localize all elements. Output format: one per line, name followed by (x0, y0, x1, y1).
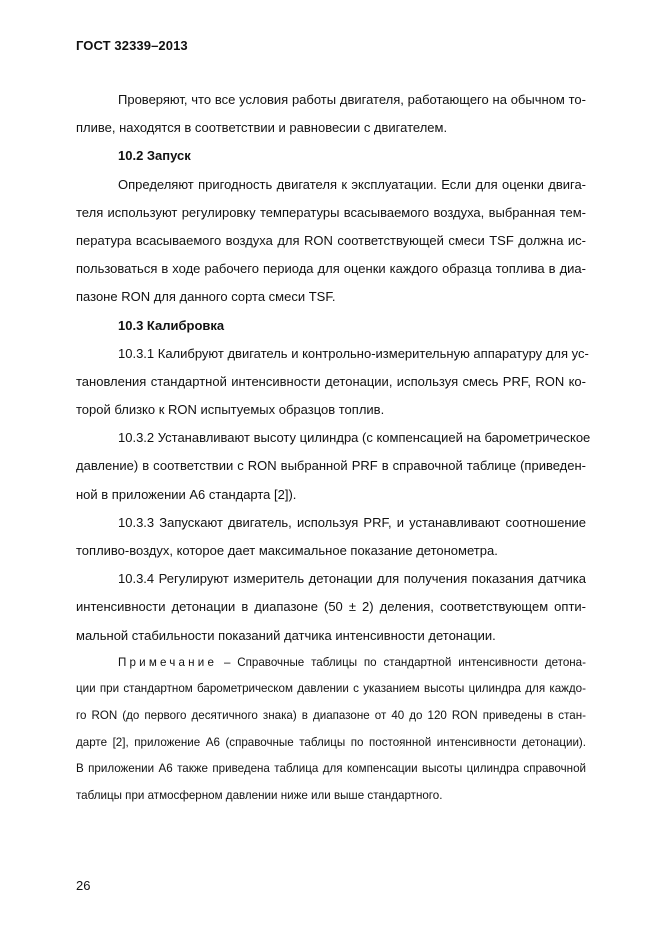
text-line: мальной стабильности показаний датчика интенсивности детонации. (76, 627, 496, 643)
text-line: торой близко к RON испытуемых образцов топлив. (76, 402, 385, 418)
text-line: 10.3.1 Калибруют двигатель и контрольно-измерительную аппаратуру для ус- (118, 345, 589, 361)
text-line: теля используют регулировку температуры всасываемого воздуха, выбранная тем- (76, 204, 586, 220)
standard-header: ГОСТ 32339–2013 (76, 38, 188, 53)
paragraph-10-3-4 (76, 565, 586, 650)
text-line: пользоваться в ходе рабочего периода для оценки каждого образца топлива в диа- (76, 261, 586, 277)
text-line: го RON (до первого десятичного знака) в диапазоне от 40 до 120 RON приведены в стан- (76, 708, 586, 722)
text-line: В приложении А6 также приведена таблица для компенсации высоты цилиндра справочной (76, 762, 586, 776)
note-first-line (76, 650, 586, 677)
text-line: давление) в соответствии с RON выбранной PRF в справочной таблице (приведен- (76, 458, 586, 474)
page-body (76, 86, 591, 809)
text-line: 10.3.3 Запускают двигатель, используя PRF, и устанавливают соотношение (118, 514, 586, 530)
paragraph-10-3-3 (76, 509, 586, 565)
text-line: пазоне RON для данного сорта смеси TSF. (76, 289, 336, 305)
paragraph-engine-conditions (76, 86, 586, 142)
text-line: Проверяют, что все условия работы двигателя, работающего на обычном то- (118, 92, 586, 107)
page-number: 26 (76, 878, 91, 893)
text-line: пливе, находятся в соответствии и равновесии с двигателем. (76, 120, 448, 136)
paragraph-start (76, 171, 586, 312)
paragraph-10-3-1 (76, 340, 589, 425)
text-line: ной в приложении А6 стандарта [2]). (76, 486, 297, 502)
text-line: топливо-воздух, которое дает максимальное показание детонометра. (76, 543, 498, 558)
text-line: ции при стандартном барометрическом давлении с указанием высоты цилиндра для каждо- (76, 682, 586, 696)
section-heading-10-2: 10.2 Запуск (118, 148, 191, 164)
text-line: 10.3.4 Регулируют измеритель детонации для получения показания датчика (118, 571, 586, 587)
section-heading-10-3: 10.3 Калибровка (118, 317, 225, 333)
text-line: тановления стандартной интенсивности детонации, используя смесь PRF, RON ко- (76, 373, 586, 389)
text-line: Определяют пригодность двигателя к эксплуатации. Если для оценки двига- (118, 176, 586, 192)
note-block (76, 650, 586, 810)
paragraph-10-3-2 (76, 424, 591, 509)
text-line: интенсивности детонации в диапазоне (50 ± 2) деления, соответствующем опти- (76, 599, 586, 615)
text-line: пература всасываемого воздуха для RON соответствующей смеси TSF должна ис- (76, 232, 586, 248)
text-line: таблицы при атмосферном давлении ниже или выше стандартного. (76, 788, 443, 802)
text-line: 10.3.2 Устанавливают высоту цилиндра (с компенсацией на барометрическое (118, 430, 591, 446)
text-line: дарте [2], приложение А6 (справочные таблицы по постоянной интенсивности детонации). (76, 735, 586, 749)
note-first-text: – Справочные таблицы по стандартной интенсивности детона- (217, 655, 586, 669)
note-label: Примечание (118, 655, 218, 669)
